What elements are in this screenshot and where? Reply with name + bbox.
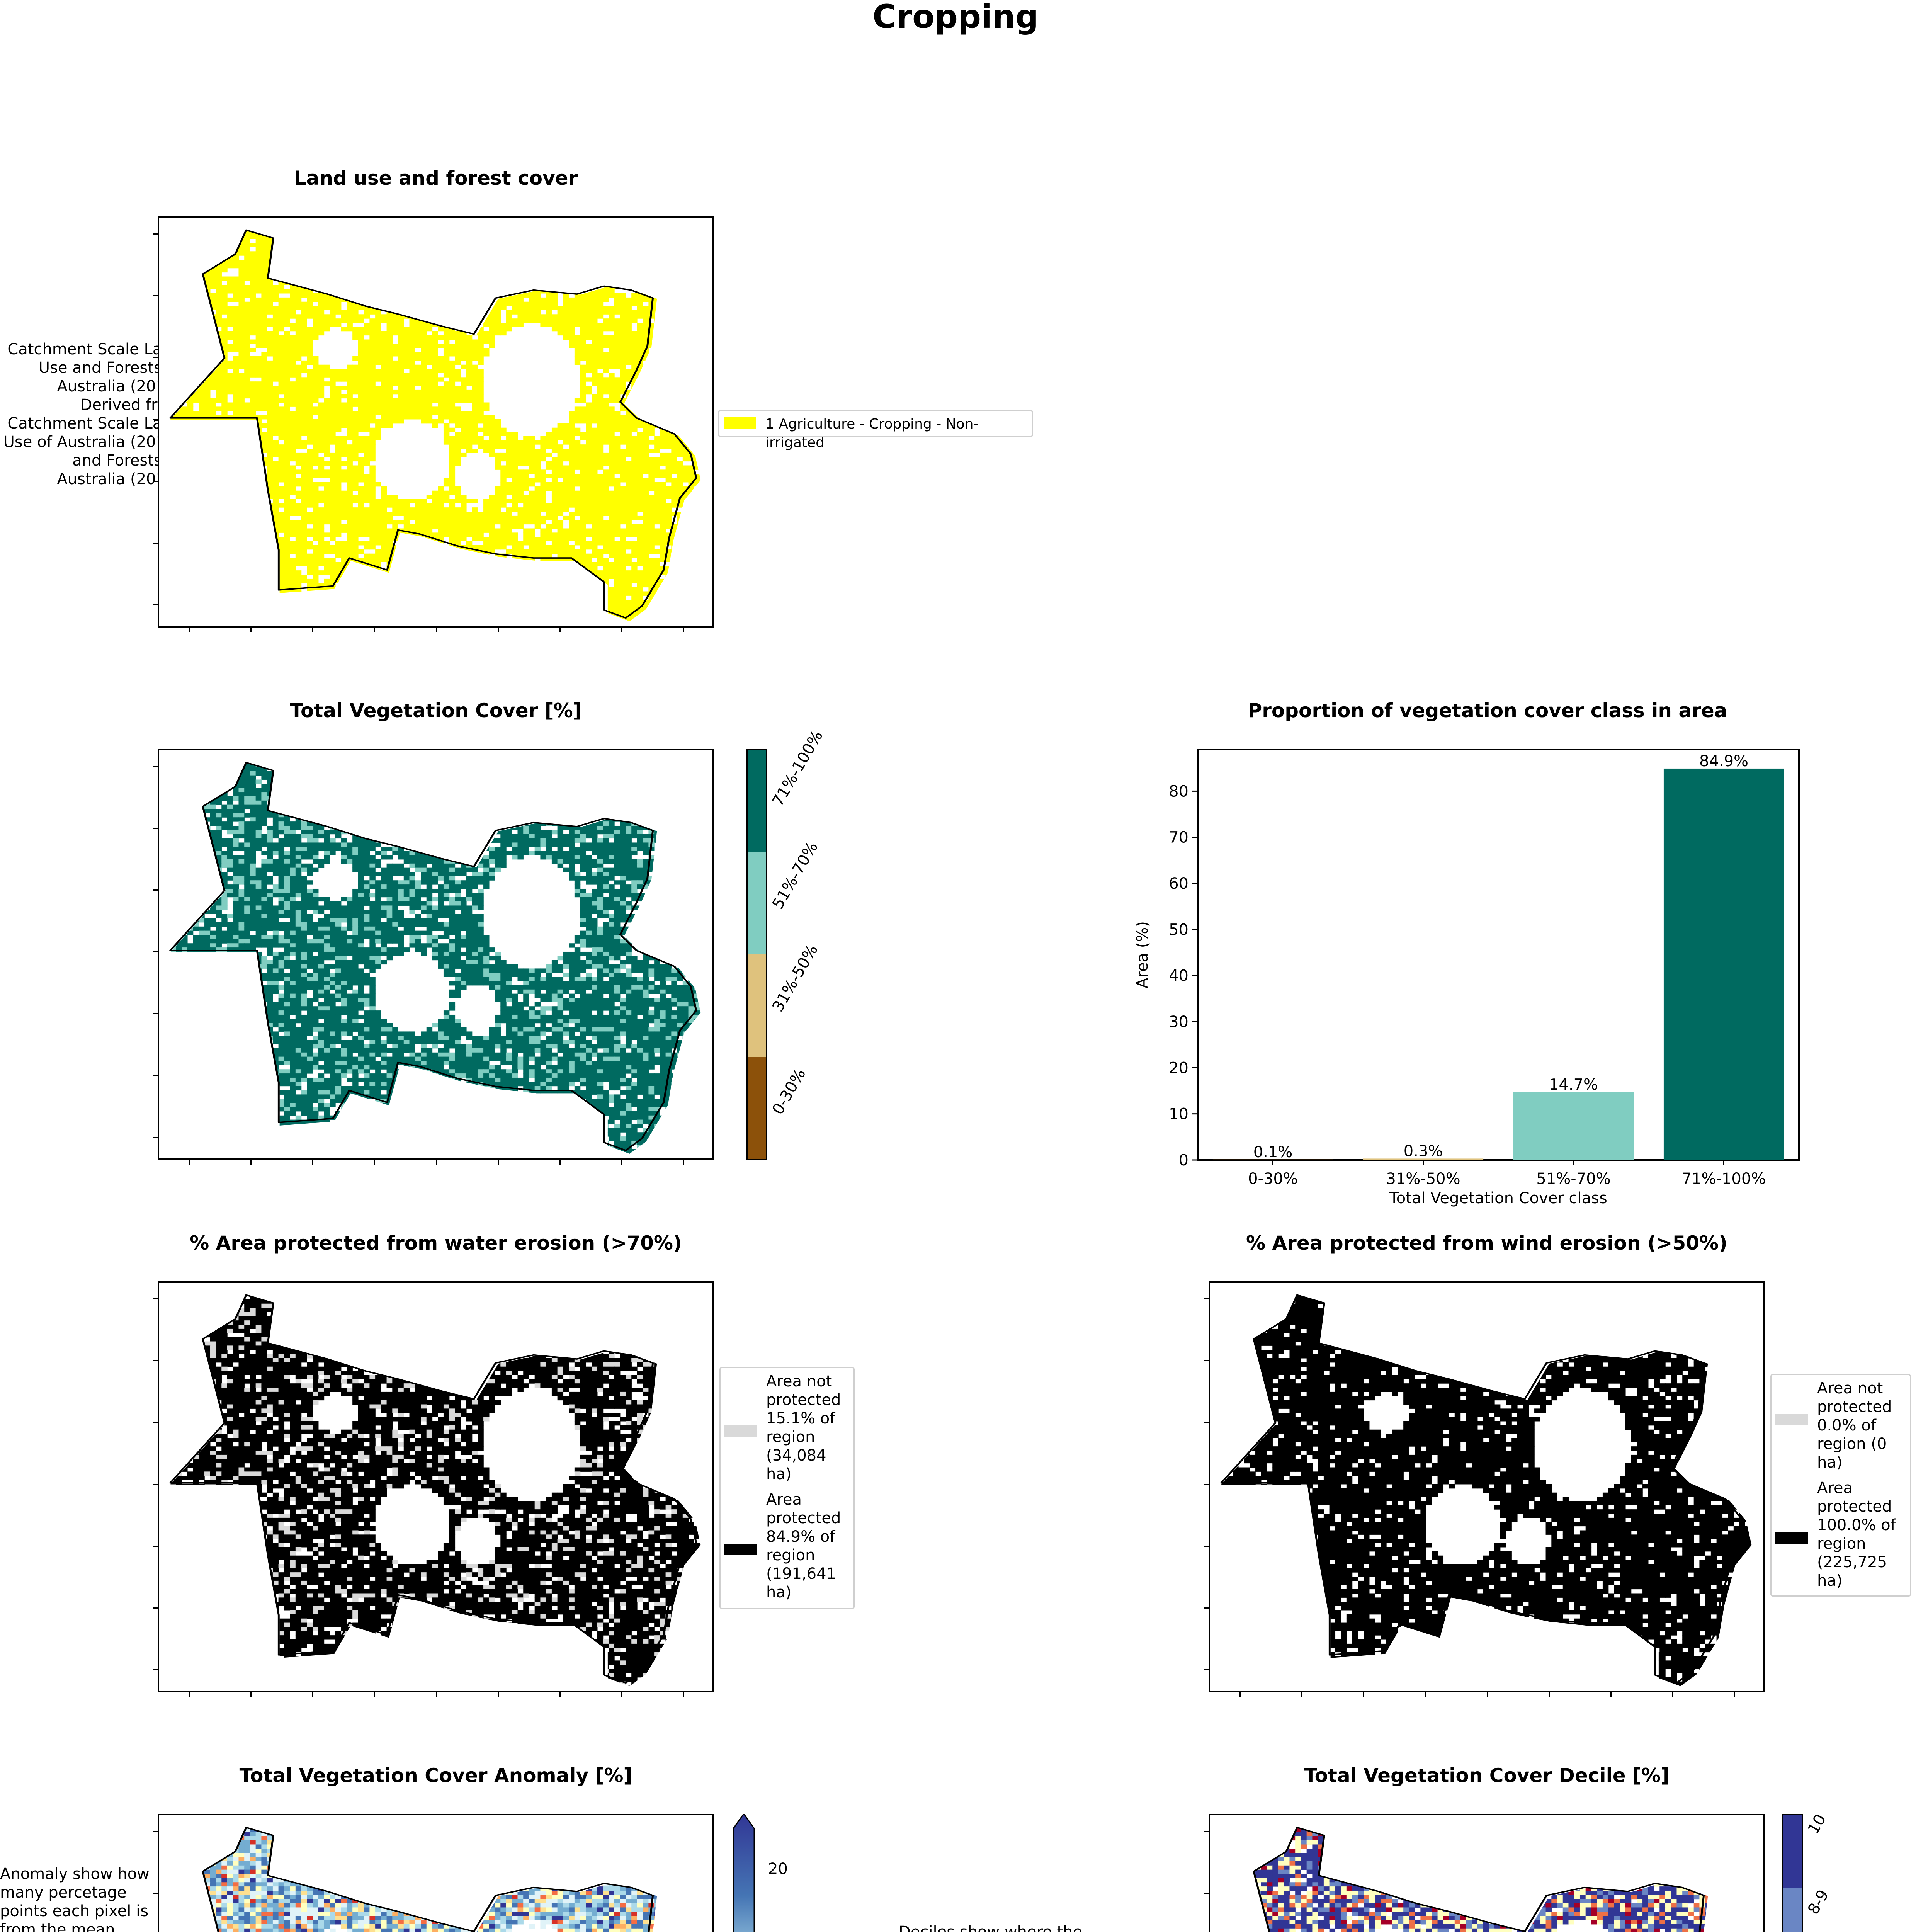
axis-tick: [153, 1360, 158, 1361]
axis-tick: [153, 889, 158, 891]
axis-tick: [189, 628, 190, 632]
axis-tick: [153, 766, 158, 767]
bar-chart-title: Proportion of vegetation cover class in area: [1175, 699, 1800, 722]
axis-tick: [436, 1160, 437, 1165]
axis-tick: [153, 951, 158, 952]
axis-tick: [1734, 1692, 1735, 1697]
axis-tick: [153, 1422, 158, 1423]
y-tick-label: 0: [1179, 1151, 1188, 1169]
axis-tick: [1239, 1692, 1241, 1697]
tvc-title: Total Vegetation Cover [%]: [158, 699, 714, 722]
wind-title: % Area protected from wind erosion (>50%): [1209, 1232, 1765, 1254]
axis-tick: [153, 1893, 158, 1894]
axis-tick: [153, 481, 158, 482]
axis-tick: [436, 628, 437, 632]
axis-tick: [621, 1160, 622, 1165]
bar-value-label: 0.1%: [1253, 1143, 1293, 1161]
landuse-map: [158, 216, 714, 628]
axis-tick: [153, 1137, 158, 1138]
axis-tick: [1610, 1692, 1612, 1697]
tvc-cbar-0-30: [748, 1057, 766, 1159]
legend-swatch-not-protected: [1775, 1414, 1808, 1425]
y-axis-label: Area (%): [1134, 921, 1151, 988]
axis-tick: [189, 1692, 190, 1697]
y-tick-label: 40: [1169, 967, 1188, 985]
axis-tick: [153, 1831, 158, 1832]
y-tick-label: 30: [1169, 1013, 1188, 1031]
wind-map: [1209, 1281, 1765, 1692]
axis-tick: [559, 1692, 561, 1697]
y-tick-label: 70: [1169, 829, 1188, 847]
x-tick-label: 71%-100%: [1682, 1170, 1766, 1188]
bar-value-label: 14.7%: [1549, 1076, 1598, 1094]
tvc-cbar-51-70: [748, 852, 766, 955]
decile-title: Total Vegetation Cover Decile [%]: [1209, 1764, 1765, 1787]
y-tick-label: 10: [1169, 1105, 1188, 1123]
axis-tick: [250, 1692, 252, 1697]
axis-tick: [498, 628, 499, 632]
decile-cbar-8-9: [1783, 1888, 1802, 1932]
legend-label-not-protected: Area not protected 0.0% of region (0 ha): [1817, 1379, 1902, 1472]
x-tick-label: 51%-70%: [1536, 1170, 1610, 1188]
bar-chart: [1120, 734, 1816, 1221]
axis-tick: [153, 1546, 158, 1547]
legend-swatch-protected: [724, 1544, 757, 1555]
axis-tick: [621, 1692, 622, 1697]
axis-tick: [1204, 1298, 1209, 1299]
tvc-map-raster: [159, 750, 712, 1158]
bar-71%-100%: [1664, 769, 1784, 1160]
axis-tick: [621, 628, 622, 632]
axis-tick: [1204, 1422, 1209, 1423]
anomaly-title: Total Vegetation Cover Anomaly [%]: [158, 1764, 714, 1787]
y-tick-label: 80: [1169, 782, 1188, 800]
water-legend: [719, 1367, 855, 1609]
axis-tick: [559, 1160, 561, 1165]
tvc-cbar-label-0-30: 0-30%: [769, 1066, 809, 1118]
wind-map-raster: [1210, 1283, 1763, 1691]
axis-tick: [559, 628, 561, 632]
landuse-legend: [718, 410, 1033, 437]
axis-tick: [374, 1160, 375, 1165]
axis-tick: [189, 1160, 190, 1165]
anomaly-map: [158, 1814, 714, 1932]
y-tick-label: 20: [1169, 1059, 1188, 1077]
legend-label-protected: Area protected 100.0% of region (225,725 ha): [1817, 1479, 1902, 1590]
axis-tick: [1204, 1831, 1209, 1832]
x-tick-label: 0-30%: [1248, 1170, 1298, 1188]
axis-tick: [683, 1692, 684, 1697]
wind-legend: [1770, 1374, 1911, 1597]
axis-tick: [498, 1692, 499, 1697]
y-tick-label: 60: [1169, 875, 1188, 893]
axis-tick: [312, 1692, 313, 1697]
axis-tick: [153, 233, 158, 235]
axis-tick: [312, 1160, 313, 1165]
decile-cbar-label-10: 10: [1804, 1811, 1829, 1837]
bar-51%-70%: [1513, 1092, 1634, 1160]
anomaly-side-text: Anomaly show how many percetage points each pixel is from the mean.: [0, 1865, 158, 1932]
axis-tick: [1672, 1692, 1673, 1697]
legend-label-not-protected: Area not protected 15.1% of region (34,084 ha): [766, 1372, 847, 1483]
tvc-cbar-31-50: [748, 954, 766, 1057]
anomaly-map-raster: [159, 1815, 712, 1932]
legend-swatch-not-protected: [724, 1425, 757, 1437]
axis-tick: [1204, 1484, 1209, 1485]
x-axis-label: Total Vegetation Cover class: [1389, 1189, 1607, 1207]
tvc-cbar-label-71-100: 71%-100%: [769, 728, 826, 810]
tvc-map: [158, 749, 714, 1160]
axis-tick: [153, 604, 158, 605]
y-tick-label: 50: [1169, 921, 1188, 939]
axis-tick: [153, 1298, 158, 1299]
page-title: Cropping: [0, 0, 1911, 36]
axis-tick: [374, 628, 375, 632]
axis-tick: [250, 628, 252, 632]
axis-tick: [153, 543, 158, 544]
axis-tick: [153, 1607, 158, 1609]
axis-tick: [436, 1692, 437, 1697]
axis-tick: [153, 419, 158, 420]
axis-tick: [1301, 1692, 1302, 1697]
axis-tick: [1204, 1360, 1209, 1361]
axis-tick: [153, 295, 158, 296]
decile-map-raster: [1210, 1815, 1763, 1932]
axis-tick: [1487, 1692, 1488, 1697]
water-title: % Area protected from water erosion (>70%): [158, 1232, 714, 1254]
axis-tick: [1363, 1692, 1364, 1697]
decile-cbar-10: [1783, 1815, 1802, 1888]
axis-tick: [1549, 1692, 1550, 1697]
decile-side-text: Deciles show where the: [899, 1923, 1107, 1932]
landuse-title: Land use and forest cover: [158, 167, 714, 189]
axis-tick: [1204, 1607, 1209, 1609]
water-map-raster: [159, 1283, 712, 1691]
bar-value-label: 0.3%: [1404, 1142, 1443, 1160]
x-tick-label: 31%-50%: [1386, 1170, 1460, 1188]
axis-tick: [250, 1160, 252, 1165]
axis-tick: [1204, 1893, 1209, 1894]
tvc-cbar-label-51-70: 51%-70%: [769, 839, 821, 912]
axis-tick: [1204, 1669, 1209, 1670]
water-map: [158, 1281, 714, 1692]
axis-tick: [153, 1669, 158, 1670]
legend-label-cropping: 1 Agriculture - Cropping - Non-irrigated: [765, 415, 1032, 452]
axis-tick: [1425, 1692, 1426, 1697]
axis-tick: [374, 1692, 375, 1697]
anomaly-tick-20: 20: [768, 1860, 788, 1878]
landuse-map-raster: [159, 218, 712, 626]
axis-tick: [498, 1160, 499, 1165]
landuse-side-text: Catchment Scale Land Use and Forests of Australia (2018) Derived from Catchment Scale Land Use of Australia (2018) and Forests of Australia (2018): [0, 340, 182, 488]
axis-tick: [153, 1013, 158, 1014]
legend-swatch-cropping: [724, 417, 756, 429]
axis-tick: [683, 1160, 684, 1165]
legend-swatch-protected: [1775, 1532, 1808, 1544]
axis-tick: [683, 628, 684, 632]
axis-tick: [153, 357, 158, 358]
axis-tick: [153, 1075, 158, 1076]
decile-colorbar: [1782, 1814, 1803, 1932]
decile-map: [1209, 1814, 1765, 1932]
tvc-colorbar: [746, 749, 767, 1160]
axis-tick: [153, 828, 158, 829]
anomaly-colorbar: [730, 1814, 757, 1932]
decile-cbar-label-8-9: 8-9: [1804, 1887, 1833, 1918]
tvc-cbar-label-31-50: 31%-50%: [769, 942, 821, 1015]
axis-tick: [312, 628, 313, 632]
tvc-cbar-71-100: [748, 750, 766, 852]
bar-value-label: 84.9%: [1699, 752, 1748, 770]
axis-tick: [153, 1484, 158, 1485]
axis-tick: [1204, 1546, 1209, 1547]
legend-label-protected: Area protected 84.9% of region (191,641 ha): [766, 1490, 847, 1602]
